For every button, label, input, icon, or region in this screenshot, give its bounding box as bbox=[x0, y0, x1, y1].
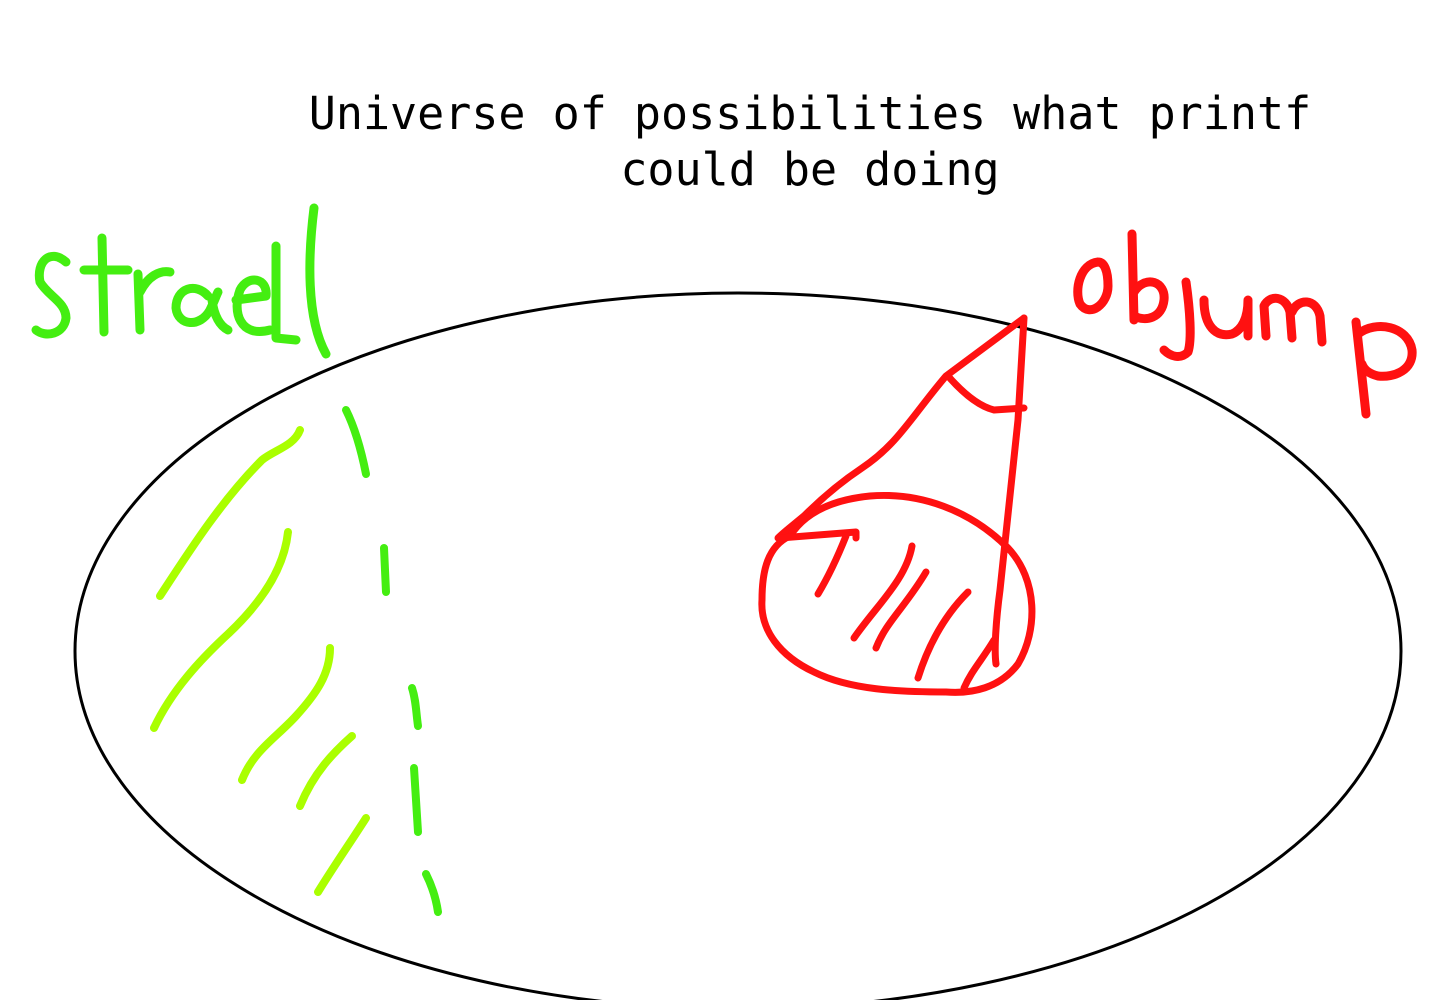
strace-coverage bbox=[154, 430, 366, 892]
objdump-label bbox=[1078, 234, 1412, 414]
strace-label bbox=[36, 208, 326, 354]
universe-ellipse bbox=[75, 293, 1401, 1000]
objdump-zoom-region bbox=[762, 495, 1032, 692]
objdump-hatch bbox=[818, 536, 994, 688]
strace-boundary bbox=[346, 410, 438, 912]
diagram-title: Universe of possibilities what printf could be doing bbox=[308, 87, 1312, 196]
